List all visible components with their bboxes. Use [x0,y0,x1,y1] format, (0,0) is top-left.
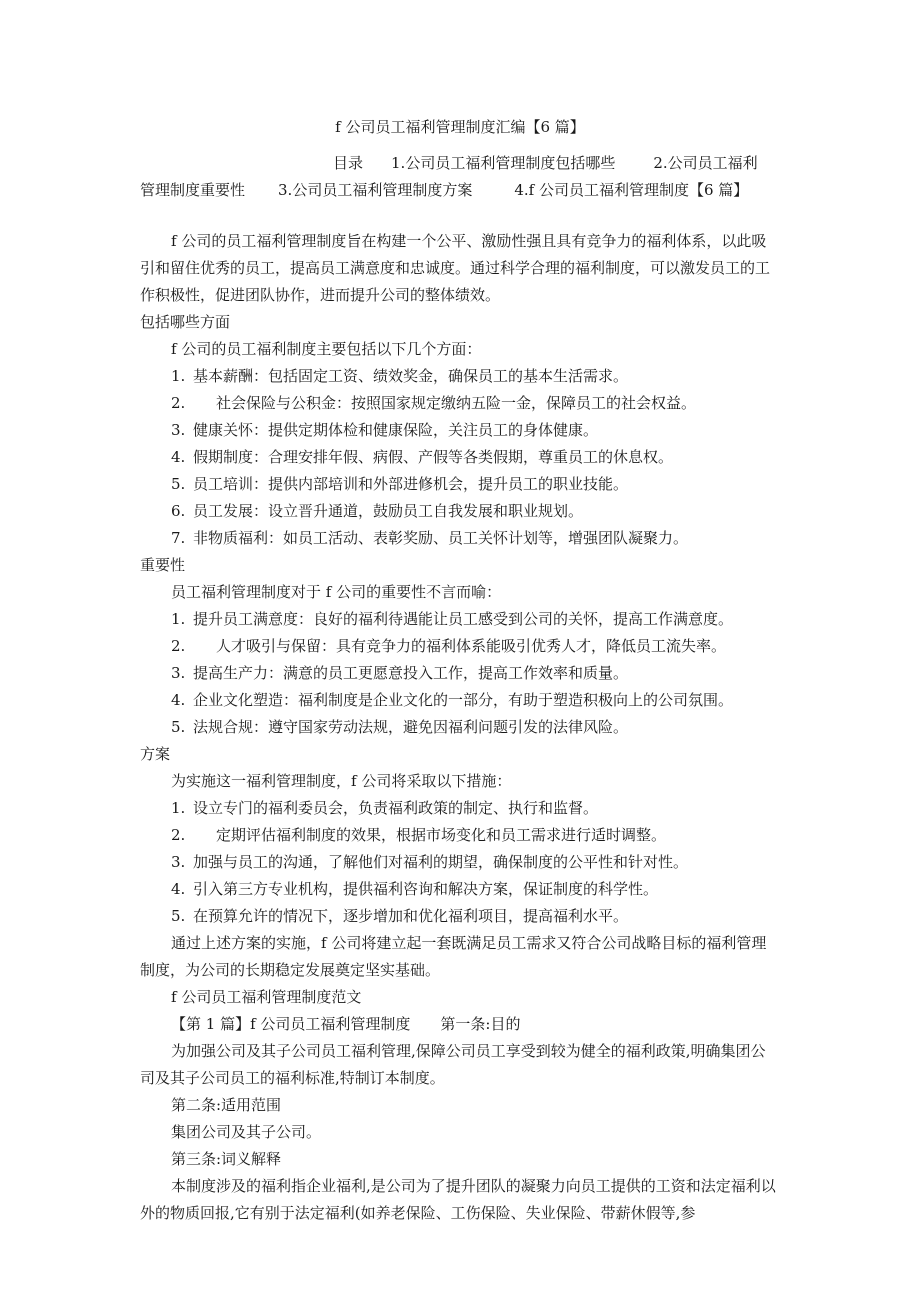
list-text: 提升员工满意度：良好的福利待遇能让员工感受到公司的关怀，提高工作满意度。 [193,610,734,628]
sample-chapter-title: 【第 1 篇】f 公司员工福利管理制度 [171,1015,411,1033]
list-number: 3. [171,853,186,871]
toc-item-2[interactable]: 2.公司员工福利 [653,154,758,172]
list-text: 提高生产力：满意的员工更愿意投入工作，提高工作效率和质量。 [193,664,629,682]
list-item [140,633,780,660]
article-2-title: 第二条:适用范围 [171,1096,282,1114]
list-item [140,660,780,687]
list-item [140,363,780,390]
list-item [140,903,780,930]
list-number: 1. [171,799,186,817]
list-number: 5. [171,475,186,493]
plan-list [140,795,780,930]
document-body [140,228,780,1227]
list-text: 企业文化塑造：福利制度是企业文化的一部分，有助于塑造积极向上的公司氛围。 [193,691,734,709]
list-text: 假期制度：合理安排年假、病假、产假等各类假期，尊重员工的休息权。 [193,448,674,466]
article-3-text: 本制度涉及的福利指企业福利,是公司为了提升团队的凝聚力向员工提供的工资和法定福利以外的物质回报,它有别于法定福利(如养老保险、工伤保险、失业保险、带薪休假等,参 [140,1177,776,1222]
list-item [140,876,780,903]
section-lead-aspects: f 公司的员工福利制度主要包括以下几个方面： [171,340,482,358]
article-2-text: 集团公司及其子公司。 [171,1123,322,1141]
list-text: 非物质福利：如员工活动、表彰奖励、员工关怀计划等，增强团队凝聚力。 [193,529,689,547]
list-item [140,849,780,876]
list-text: 员工发展：设立晋升通道，鼓励员工自我发展和职业规划。 [193,502,584,520]
list-item [140,390,780,417]
list-item [140,795,780,822]
list-item [140,822,780,849]
toc-item-2-continued[interactable]: 管理制度重要性 [140,181,246,199]
list-number: 1. [171,367,186,385]
list-number: 4. [171,691,186,709]
article-1-text: 为加强公司及其子公司员工福利管理,保障公司员工享受到较为健全的福利政策,明确集团公司及其子公司员工的福利标准,特制订本制度。 [140,1042,766,1087]
list-text: 员工培训：提供内部培训和外部进修机会，提升员工的职业技能。 [193,475,629,493]
list-item [140,498,780,525]
list-number: 7. [171,529,186,547]
list-text: 法规合规：遵守国家劳动法规，避免因福利问题引发的法律风险。 [193,718,629,736]
list-text: 加强与员工的沟通，了解他们对福利的期望，确保制度的公平性和针对性。 [193,853,689,871]
list-text: 定期评估福利制度的效果，根据市场变化和员工需求进行适时调整。 [216,826,667,844]
sample-heading: f 公司员工福利管理制度范文 [171,988,362,1006]
list-number: 4. [171,448,186,466]
toc-item-3[interactable]: 3.公司员工福利管理制度方案 [278,181,473,199]
list-text: 健康关怀：提供定期体检和健康保险，关注员工的身体健康。 [193,421,599,439]
sample-chapter-line [140,1011,780,1038]
list-text: 社会保险与公积金：按照国家规定缴纳五险一金，保障员工的社会权益。 [216,394,697,412]
section-heading-plan: 方案 [140,745,171,763]
section-lead-importance: 员工福利管理制度对于 f 公司的重要性不言而喻： [171,583,502,601]
list-text: 在预算允许的情况下，逐步增加和优化福利项目，提高福利水平。 [193,907,629,925]
list-number: 3. [171,421,186,439]
list-item [140,471,780,498]
list-item [140,606,780,633]
list-text: 基本薪酬：包括固定工资、绩效奖金，确保员工的基本生活需求。 [193,367,629,385]
list-item [140,687,780,714]
toc-line-2 [140,179,790,201]
list-number: 1. [171,610,186,628]
list-item [140,525,780,552]
list-text: 引入第三方专业机构，提供福利咨询和解决方案，保证制度的科学性。 [193,880,659,898]
toc-item-4[interactable]: 4.f 公司员工福利管理制度【6 篇】 [514,181,749,199]
section-heading-aspects: 包括哪些方面 [140,313,231,331]
article-3-title: 第三条:词义解释 [171,1150,282,1168]
list-number: 6. [171,502,186,520]
list-text: 人才吸引与保留：具有竞争力的福利体系能吸引优秀人才，降低员工流失率。 [216,637,727,655]
plan-conclusion: 通过上述方案的实施，f 公司将建立起一套既满足员工需求又符合公司战略目标的福利管理制度，为公司的长期稳定发展奠定坚实基础。 [140,934,767,979]
list-number: 4. [171,880,186,898]
list-number: 2. [171,826,186,844]
toc-item-1[interactable]: 1.公司员工福利管理制度包括哪些 [391,154,616,172]
list-item [140,417,780,444]
article-1-title: 第一条:目的 [440,1015,521,1033]
list-number: 2. [171,637,186,655]
list-item [140,714,780,741]
intro-paragraph: f 公司的员工福利管理制度旨在构建一个公平、激励性强且具有竞争力的福利体系，以此吸引和留住优秀的员工，提高员工满意度和忠诚度。通过科学合理的福利制度，可以激发员工的工作积极性，促进团队协作，进而提升公司的整体绩效。 [140,232,771,304]
list-text: 设立专门的福利委员会，负责福利政策的制定、执行和监督。 [193,799,599,817]
importance-list [140,606,780,741]
document-title: f 公司员工福利管理制度汇编【6 篇】 [335,118,585,136]
section-lead-plan: 为实施这一福利管理制度，f 公司将采取以下措施： [171,772,512,790]
list-number: 5. [171,718,186,736]
list-number: 2. [171,394,186,412]
list-number: 5. [171,907,186,925]
aspects-list [140,363,780,552]
list-number: 3. [171,664,186,682]
toc-line-1 [140,152,920,174]
toc-label: 目录 [333,154,364,172]
list-item [140,444,780,471]
section-heading-importance: 重要性 [140,556,186,574]
